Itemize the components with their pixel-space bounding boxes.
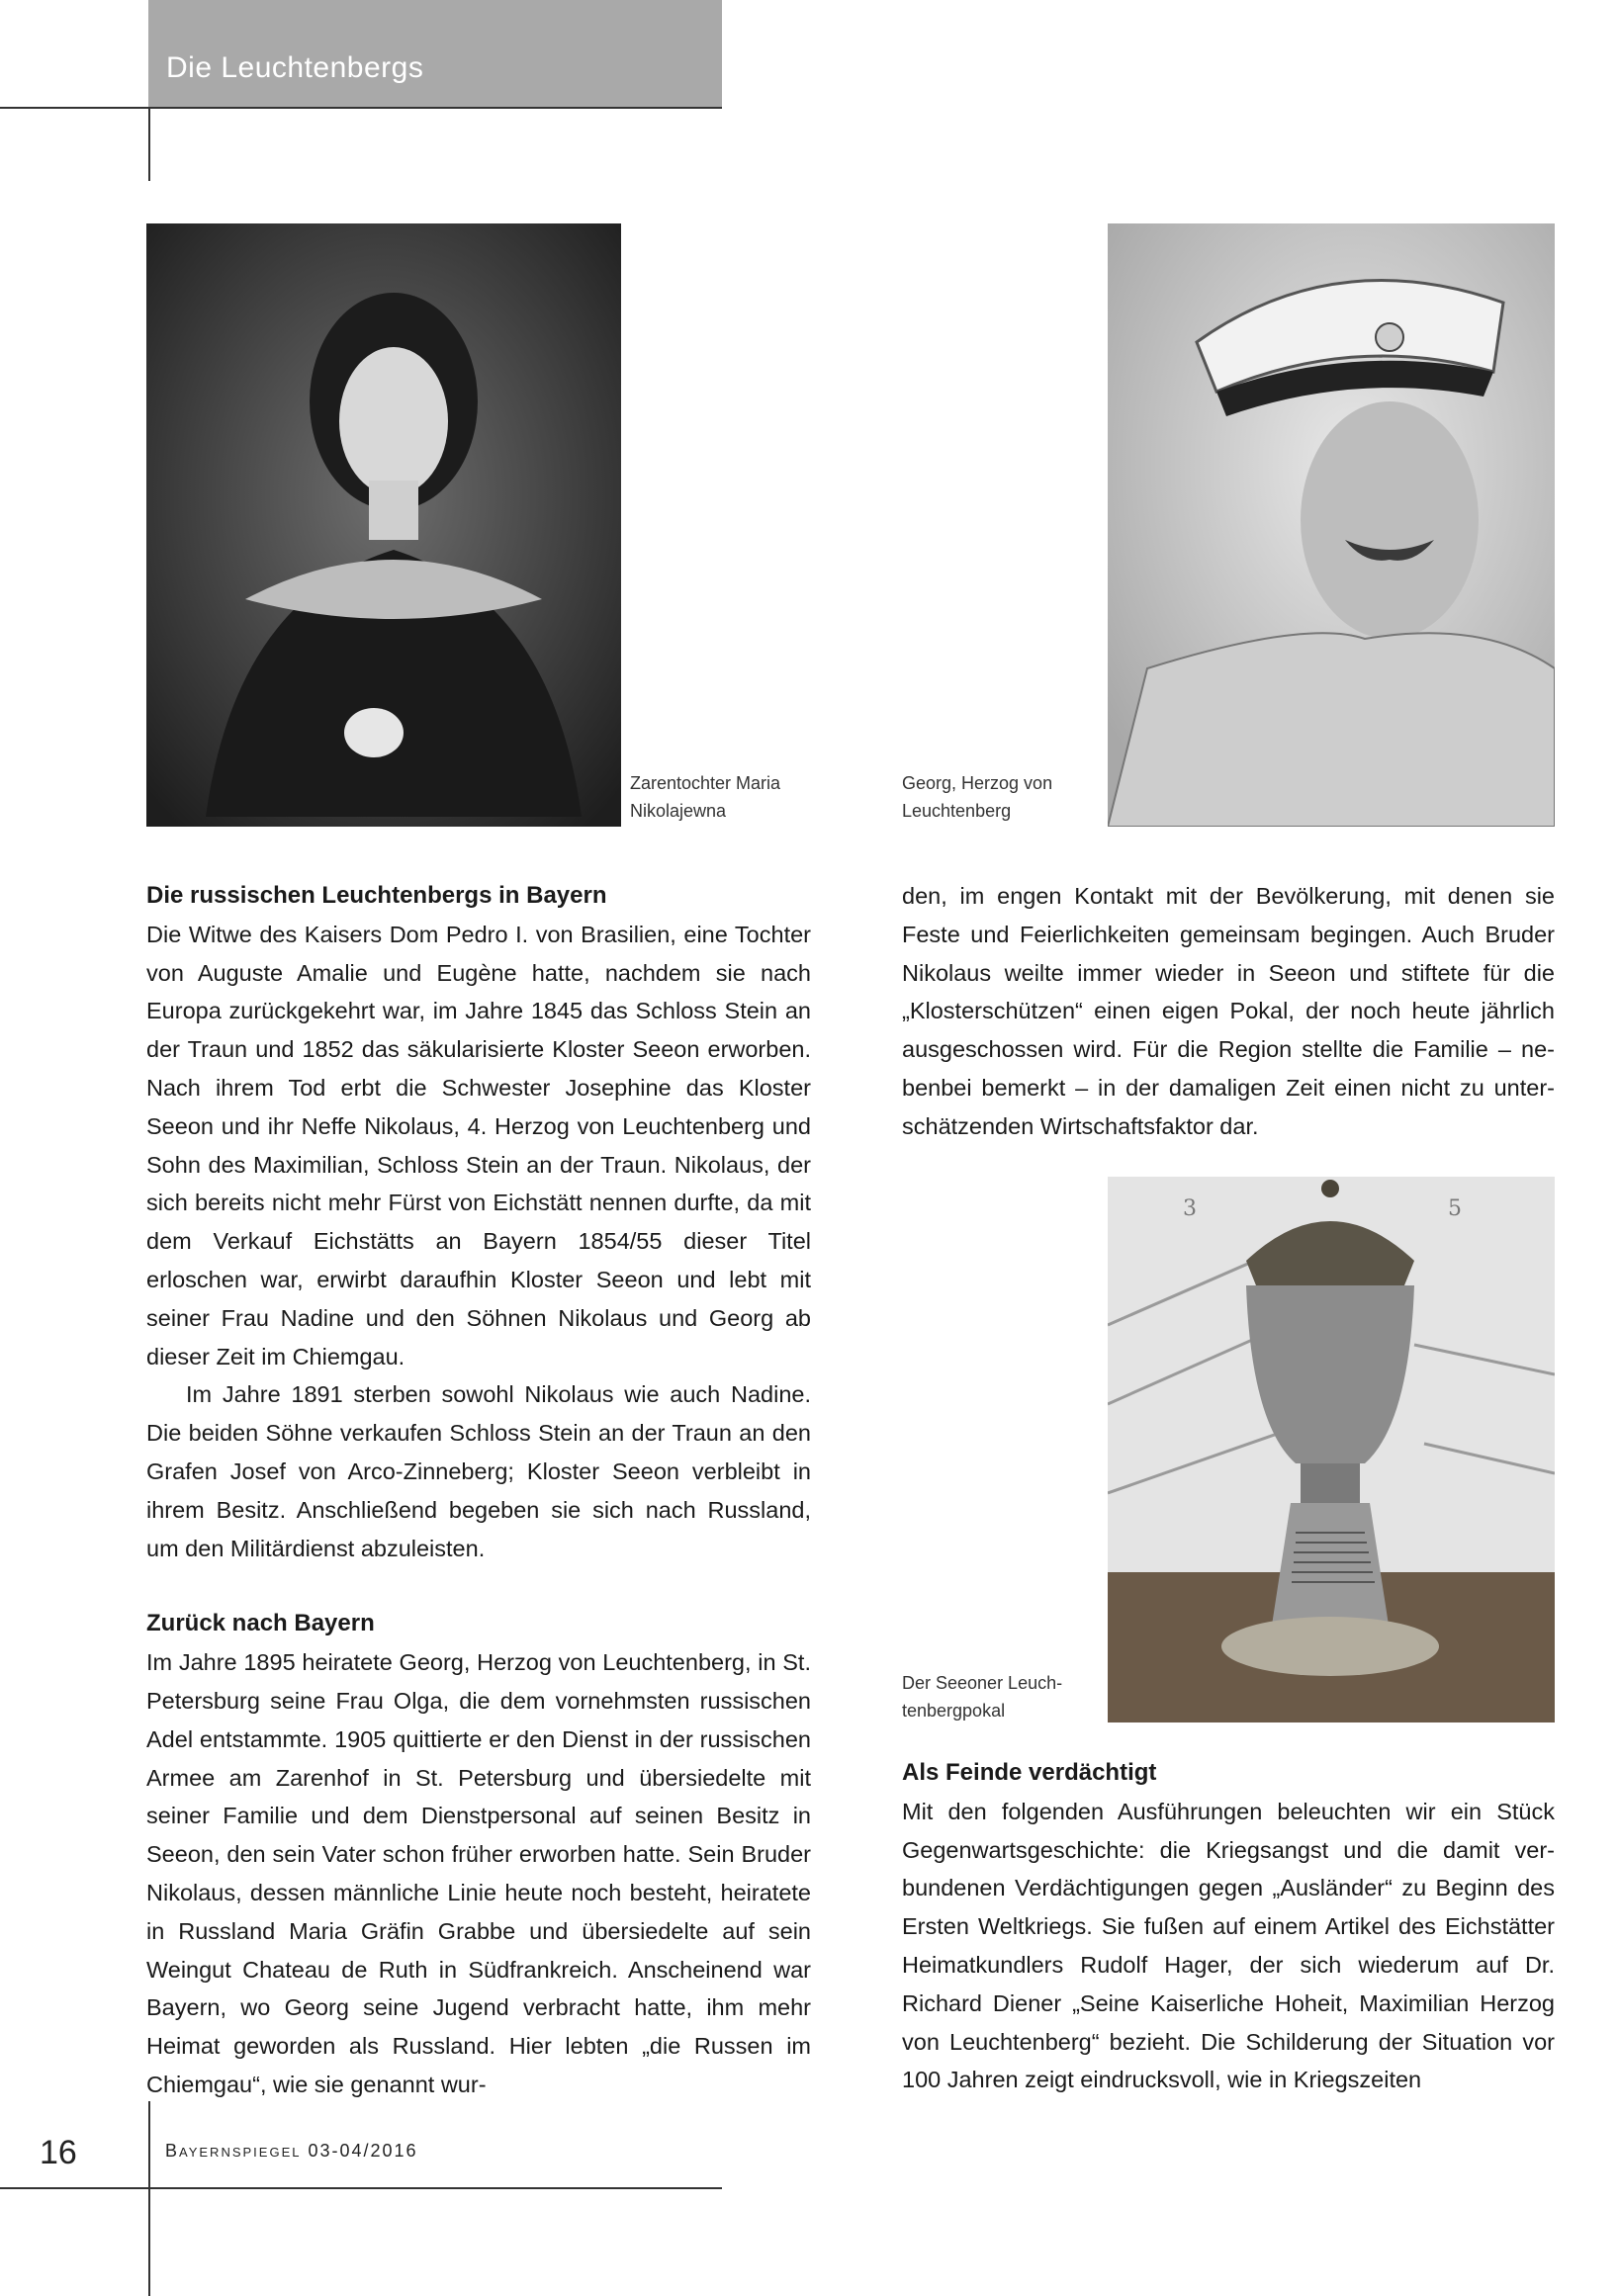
- caption-georg: [902, 769, 1052, 825]
- left-column: [146, 877, 811, 2104]
- header-vertical-rule: [148, 107, 150, 181]
- magazine-issue: Bayernspiegel 03-04/2016: [165, 2141, 418, 2161]
- section-title: Die Leuchtenbergs: [166, 51, 424, 84]
- caption-maria-line2: Nikolajewna: [630, 801, 727, 821]
- pokal-number-5: 5: [1448, 1196, 1462, 1221]
- header-rule: [0, 107, 722, 109]
- portrait-maria-image: [146, 223, 621, 827]
- page-number: 16: [40, 2134, 77, 2171]
- footer-vertical-rule: [148, 2101, 150, 2296]
- heading-zurueck-nach-bayern: Zurück nach Bayern: [146, 1610, 375, 1637]
- left-paragraph-3: Im Jahre 1895 heiratete Georg, Herzog von Leuchtenberg, in St. Petersburg seine Frau Olga, die dem vornehmsten russischen Adel entstammte. 1905 quittierte er den Dienst in der russischen Armee am Zarenhof in St. Petersburg und übersiedelte mit seiner Familie und dem Dienstpersonal auf seinen Besitz in Seeon, den sein Vater schon früher erworben hatte. Sein Bruder Nikolaus, dessen männliche Linie heute noch besteht, heiratete in Russland Maria Gräfin Grabbe und übersiedelte auf sein Weingut Chateau de Ruth in Südfrankreich. Anscheinend war Bayern, wo Georg seine Jugend verbracht hatte, ihm mehr Heimat geworden als Russland. Hier lebten „die Russen im Chiemgau“, wie sie genannt wur-: [146, 1649, 811, 2097]
- heading-als-feinde-verdaechtigt: Als Feinde verdächtigt: [902, 1759, 1157, 1786]
- caption-pokal: [902, 1669, 1062, 1724]
- caption-pokal-line2: tenbergpokal: [902, 1701, 1006, 1721]
- caption-georg-line2: Leuchtenberg: [902, 801, 1012, 821]
- footer-rule: [0, 2187, 722, 2189]
- right-column-top: [902, 877, 1555, 1146]
- heading-russische-leuchtenbergs: Die russischen Leuchtenbergs in Bayern: [146, 882, 607, 909]
- right-column-bottom: [902, 1754, 1555, 2099]
- caption-maria-line1: Zarentochter Maria: [630, 773, 781, 793]
- portrait-georg-image: [1108, 223, 1555, 827]
- left-paragraph-1: Die Witwe des Kaisers Dom Pedro I. von Brasilien, eine Tochter von Auguste Amalie und Eugène hatte, nachdem sie nach Europa zurückgekehrt war, im Jahre 1845 das Schloss Stein an der Traun und 1852 das säkularisierte Kloster Seeon erworben. Nach ihrem Tod erbt die Schwester Josephine das Kloster Seeon und ihr Neffe Nikolaus, 4. Herzog von Leuchtenberg und Sohn des Maximilian, Schloss Stein an der Traun. Nikolaus, der sich bereits nicht mehr Fürst von Eichstätt nennen durfte, da mit dem Verkauf Eichstätts an Bayern 1854/55 dieser Titel erloschen war, erwirbt daraufhin Kloster Seeon und lebt mit seiner Frau Nadine und den Söhnen Nikolaus und Georg ab dieser Zeit im Chiemgau.: [146, 921, 811, 1369]
- pokal-number-3: 3: [1183, 1196, 1197, 1221]
- caption-georg-line1: Georg, Herzog von: [902, 773, 1053, 793]
- pokal-image: [1108, 1177, 1555, 1722]
- right-paragraph-1: den, im engen Kontakt mit der Bevölkerung, mit denen sie Feste und Feierlichkeiten gemeinsam begingen. Auch Bruder Nikolaus weilte immer wieder in Seeon und stiftete für die „Klosterschützen“ einen eigen Pokal, der noch heute jährlich ausgeschossen wird. Für die Region stellte die Familie – nebenbei bemerkt – in der damaligen Zeit einen nicht zu unterschätzenden Wirtschaftsfaktor dar.: [902, 883, 1555, 1139]
- caption-pokal-line1: Der Seeoner Leuch-: [902, 1673, 1063, 1693]
- caption-maria: [630, 769, 780, 825]
- right-paragraph-2: Mit den folgenden Ausführungen beleuchten wir ein Stück Gegenwartsgeschichte: die Kriegsangst und die damit verbundenen Verdächtigungen gegen „Ausländer“ zu Beginn des Ersten Weltkriegs. Sie fußen auf einem Artikel des Eichstätter Heimatkundlers Rudolf Hager, der sich wiederum auf Dr. Richard Diener „Seine Kaiserliche Hoheit, Maximilian Herzog von Leuchtenberg“ bezieht. Die Schilderung der Situation vor 100 Jahren zeigt eindrucksvoll, wie in Kriegszeiten: [902, 1798, 1555, 2093]
- left-paragraph-2: Im Jahre 1891 sterben sowohl Nikolaus wie auch Nadine. Die beiden Söhne verkaufen Schloss Stein an der Traun an den Grafen Josef von Arco-Zinneberg; Kloster Seeon verbleibt in ihrem Besitz. Anschließend begeben sie sich nach Russland, um den Militärdienst abzuleisten.: [146, 1381, 811, 1561]
